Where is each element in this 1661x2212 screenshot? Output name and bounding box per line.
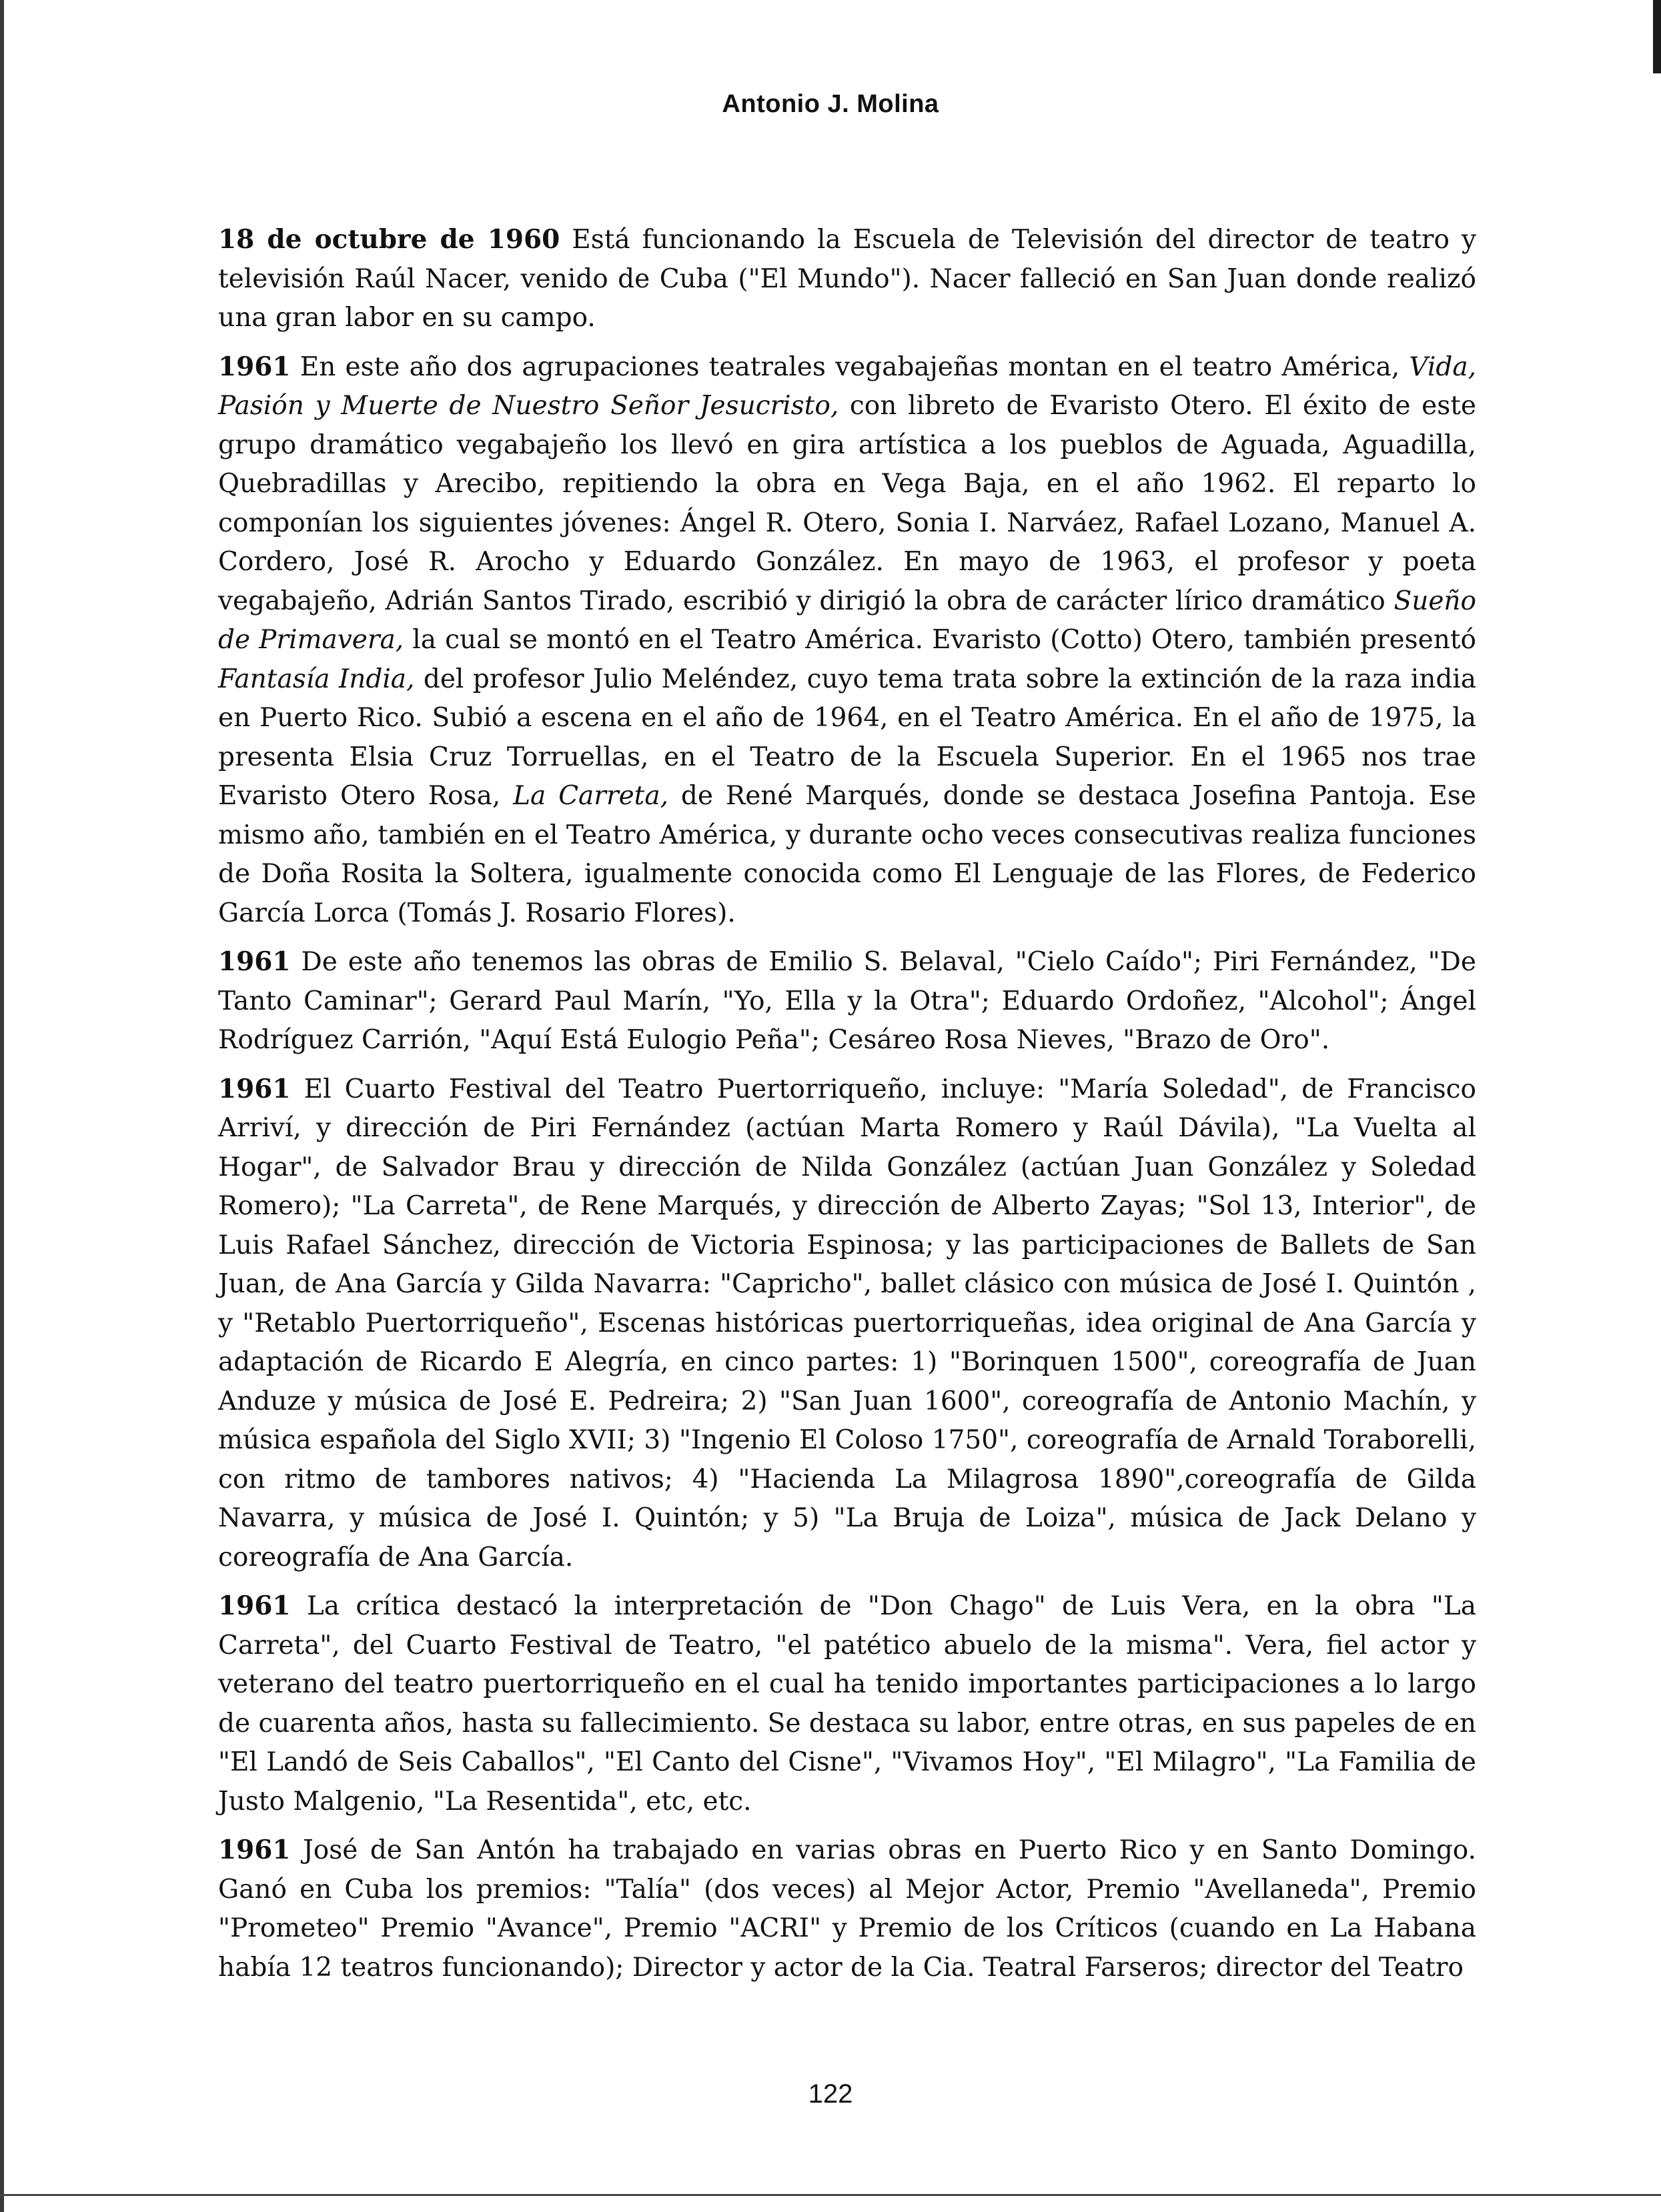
work-title: Fantasía India, [218,664,415,694]
entry-text: De este año tenemos las obras de Emilio S. Belaval, "Cielo Caído"; Piri Fernández, "De Tanto Caminar"; Gerard Paul Marín, "Yo, Ella y la Otra"; Eduardo Ordoñez, "Alcohol"; Ángel Rodríguez Carrión, "Aquí Está Eulogio Peña"; Cesáreo Rosa Nieves, "Brazo de Oro". [218,947,1476,1055]
work-title: La Carreta, [513,781,668,811]
entry-date: 1961 [218,946,291,977]
scan-edge-bottom [0,2194,1661,2196]
running-head: Antonio J. Molina [722,90,939,118]
entry-1961-luis-vera [218,1586,1476,1821]
entry-text: La crítica destacó la interpretación de "Don Chago" de Luis Vera, en la obra "La Carreta", del Cuarto Festival de Teatro, "el patético abuelo de la misma". Vera, fiel actor y veterano del teatro puertorriqueño en el cual ha tenido importantes participaciones a lo largo de cuarenta años, hasta su fallecimiento. Se destaca su labor, entre otras, en sus papeles de en "El Landó de Seis Caballos", "El Canto del Cisne", "Vivamos Hoy", "El Milagro", "La Familia de Justo Malgenio, "La Resentida", etc, etc. [218,1591,1477,1817]
entry-text: del profesor Julio Meléndez, cuyo tema trata sobre la extinción de la raza india en Puerto Rico. Subió a escena en el año de 1964, en el Teatro América. En el año de 1975, la presenta Elsia Cruz Torruellas, en el Teatro de la Escuela Superior. En el 1965 nos trae Evaristo Otero Rosa, [218,664,1477,811]
entry-1961-obras [218,942,1476,1060]
entry-text: El Cuarto Festival del Teatro Puertorriqueño, incluye: "María Soledad", de Francisco Arriví, y dirección de Piri Fernández (actúan Marta Romero y Raúl Dávila), "La Vuelta al Hogar", de Salvador Brau y dirección de Nilda González (actúan Juan González y Soledad Romero); "La Carreta", de Rene Marqués, y dirección de Alberto Zayas; "Sol 13, Interior", de Luis Rafael Sánchez, dirección de Victoria Espinosa; y las participaciones de Ballets de San Juan, de Ana García y Gilda Navarra: "Capricho", ballet clásico con música de José I. Quintón , y "Retablo Puertorriqueño", Escenas históricas puertorriqueñas, idea original de Ana García y adaptación de Ricardo E Alegría, en cinco partes: 1) "Borinquen 1500", coreografía de Juan Anduze y música de José E. Pedreira; 2) "San Juan 1600", coreografía de Antonio Machín, y música española del Siglo XVII; 3) "Ingenio El Coloso 1750", coreografía de Arnald Toraborelli, con ritmo de tambores nativos; 4) "Hacienda La Milagrosa 1890",coreografía de Gilda Navarra, y música de José I. Quintón; y 5) "La Bruja de Loiza", música de Jack Delano y coreografía de Ana García. [218,1074,1476,1572]
entry-1961-jose-san-anton [218,1831,1476,1987]
entry-1961-vida-pasion [218,347,1476,934]
body-text [218,220,1476,1997]
scan-edge-left [0,0,4,2212]
entry-1960-oct-18 [218,220,1476,338]
entry-date: 1961 [218,351,291,382]
work-title: Vida, Pasión y Muerte de Nuestro Señor Jesucristo, [218,351,1476,421]
entry-text: con libreto de Evaristo Otero. El éxito de este grupo dramático vegabajeño los llevó en gira artística a los pueblos de Aguada, Aguadilla, Quebradillas y Arecibo, repitiendo la obra en Vega Baja, en el año 1962. El reparto lo componían los siguientes jóvenes: Ángel R. Otero, Sonia I. Narváez, Rafael Lozano, Manuel A. Cordero, José R. Arocho y Eduardo González. En mayo de 1963, el profesor y poeta vegabajeño, Adrián Santos Tirado, escribió y dirigió la obra de carácter lírico dramático [218,391,1476,616]
entry-text: José de San Antón ha trabajado en varias obras en Puerto Rico y en Santo Domingo. Ganó en Cuba los premios: "Talía" (dos veces) al Mejor Actor, Premio "Avellaneda", Premio "Prometeo" Premio "Avance", Premio "ACRI" y Premio de los Críticos (cuando en La Habana había 12 teatros funcionando); Director y actor de la Cia. Teatral Farseros; director del Teatro [218,1835,1476,1983]
entry-1961-cuarto-festival [218,1070,1476,1578]
entry-text: de René Marqués, donde se destaca Josefina Pantoja. Ese mismo año, también en el Teatro América, y durante ocho veces consecutivas realiza funciones de Doña Rosita la Soltera, igualmente conocida como El Lenguaje de las Flores, de Federico García Lorca (Tomás J. Rosario Flores). [218,781,1476,928]
entry-text: la cual se montó en el Teatro América. Evaristo (Cotto) Otero, también presentó [404,625,1476,655]
entry-text: Está funcionando la Escuela de Televisión del director de teatro y televisión Raúl Nacer, venido de Cuba ("El Mundo"). Nacer falleció en San Juan donde realizó una gran labor en su campo. [218,225,1476,333]
entry-date: 18 de octubre de 1960 [218,224,560,255]
entry-date: 1961 [218,1073,291,1104]
entry-text: En este año dos agrupaciones teatrales vegabajeñas montan en el teatro América, [290,351,1410,382]
work-title: Sueño de Primavera, [218,586,1476,655]
entry-date: 1961 [218,1835,291,1865]
page-number: 122 [808,2079,853,2109]
entry-date: 1961 [218,1590,291,1621]
scan-edge-right [1653,0,1661,73]
